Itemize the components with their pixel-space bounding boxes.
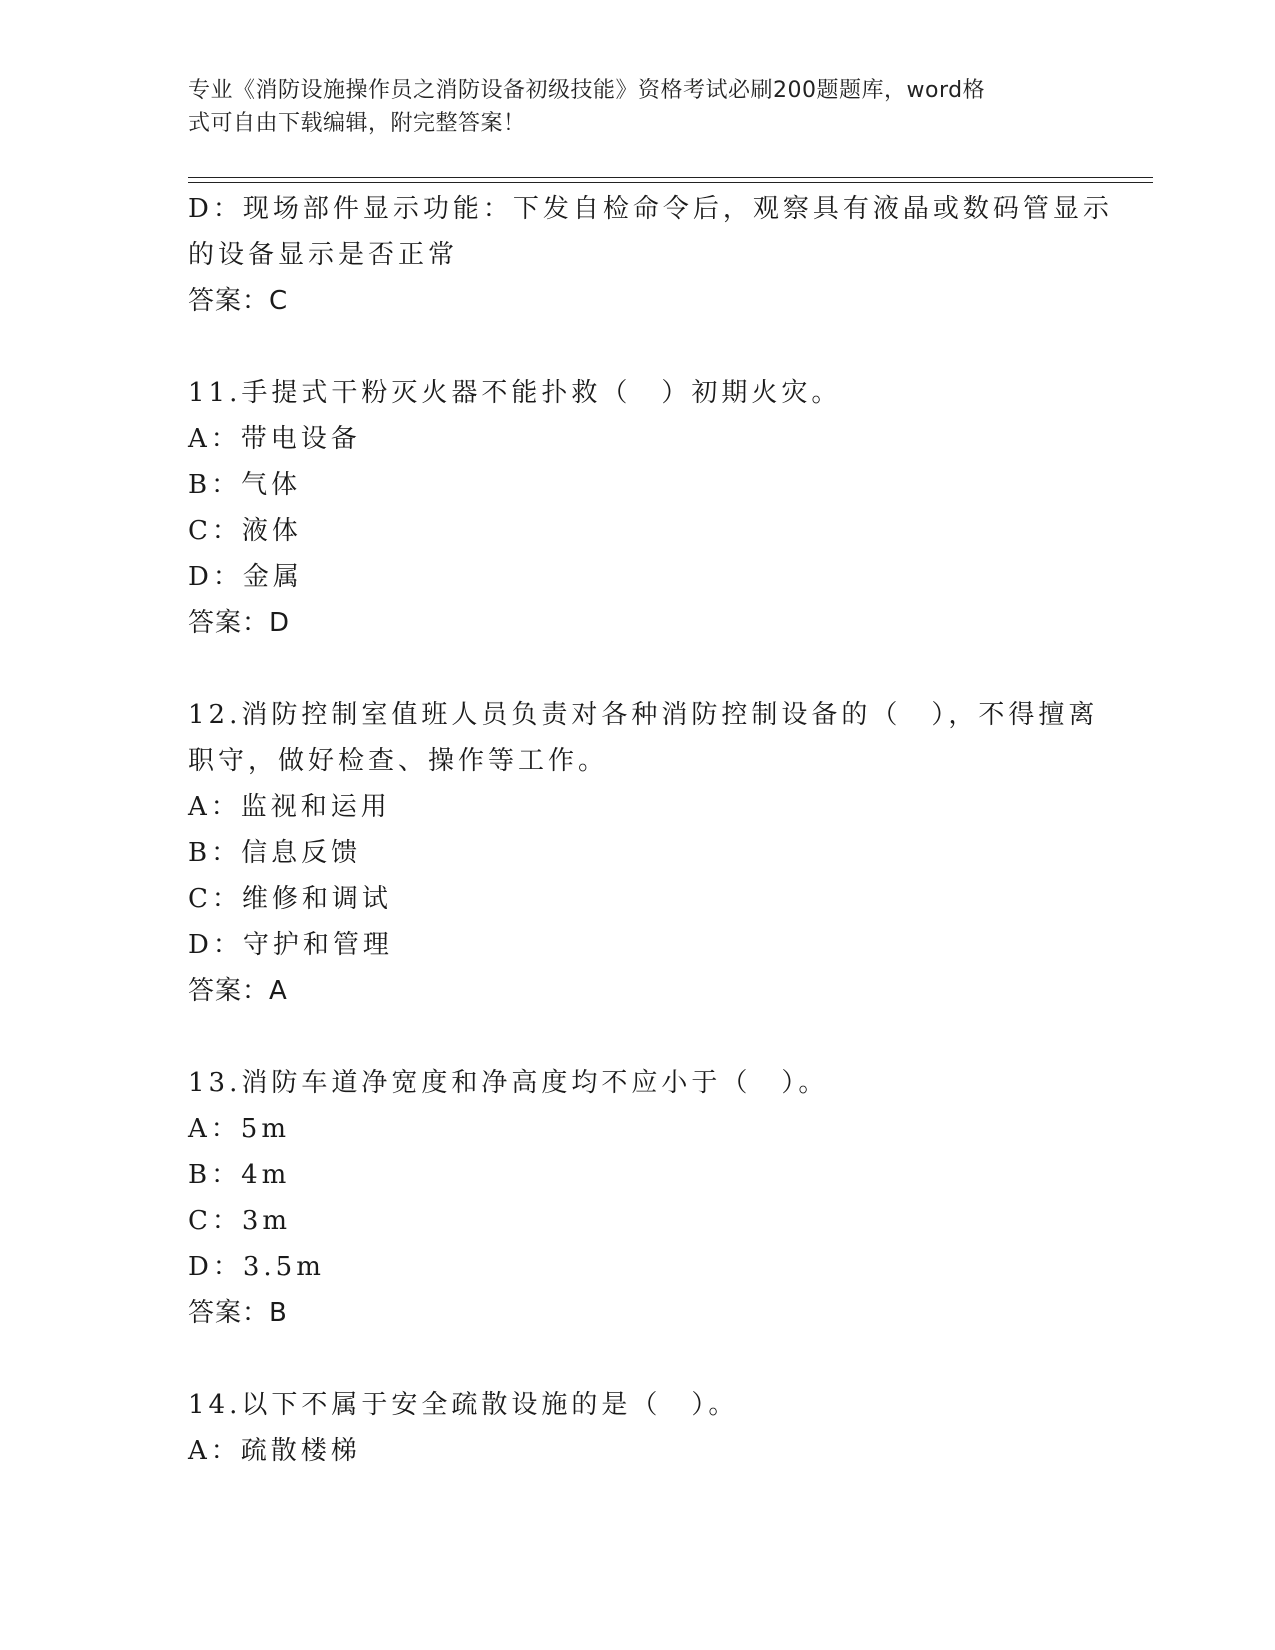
header-divider-bottom — [188, 182, 1153, 183]
answer: 答案：C — [188, 286, 289, 316]
question-stem: 13.消防车道净宽度和净高度均不应小于（ ）。 — [188, 1068, 829, 1098]
question-stem-continued: 职守，做好检查、操作等工作。 — [188, 746, 609, 776]
option-c: C：液体 — [188, 516, 302, 546]
answer: 答案：A — [188, 976, 288, 1006]
question-13 — [188, 1060, 1108, 1336]
header-line-2: 式可自由下载编辑，附完整答案！ — [188, 111, 526, 136]
option-d: D：3.5m — [188, 1252, 325, 1282]
option-c: C：维修和调试 — [188, 884, 392, 914]
document-body — [188, 186, 1113, 1474]
option-c: C：3m — [188, 1206, 292, 1236]
question-stem: 14.以下不属于安全疏散设施的是（ ）。 — [188, 1390, 739, 1420]
option-a: A：疏散楼梯 — [188, 1436, 361, 1466]
answer: 答案：D — [188, 608, 291, 638]
option-b: B：气体 — [188, 470, 302, 500]
document-header — [188, 74, 1088, 140]
header-divider-top — [188, 177, 1153, 178]
option-a: A：5m — [188, 1114, 290, 1144]
question-stem: 12.消防控制室值班人员负责对各种消防控制设备的（ ），不得擅离 — [188, 700, 1099, 730]
option-d: D：金属 — [188, 562, 303, 592]
question-stem: 11.手提式干粉灭火器不能扑救（ ）初期火灾。 — [188, 378, 842, 408]
question-12 — [188, 692, 1108, 1014]
question-11 — [188, 370, 1108, 646]
option-b: B：信息反馈 — [188, 838, 362, 868]
question-14 — [188, 1382, 1108, 1474]
answer: 答案：B — [188, 1298, 288, 1328]
header-line-1: 专业《消防设施操作员之消防设备初级技能》资格考试必刷200题题库，word格 — [188, 78, 986, 103]
option-d: D：守护和管理 — [188, 930, 393, 960]
option-b: B：4m — [188, 1160, 291, 1190]
option-d-line-1: D：现场部件显示功能：下发自检命令后，观察具有液晶或数码管显示 — [188, 194, 1113, 224]
option-a: A：监视和运用 — [188, 792, 391, 822]
option-a: A：带电设备 — [188, 424, 361, 454]
option-d-line-2: 的设备显示是否正常 — [188, 240, 459, 270]
carry-over-question — [188, 186, 1113, 324]
